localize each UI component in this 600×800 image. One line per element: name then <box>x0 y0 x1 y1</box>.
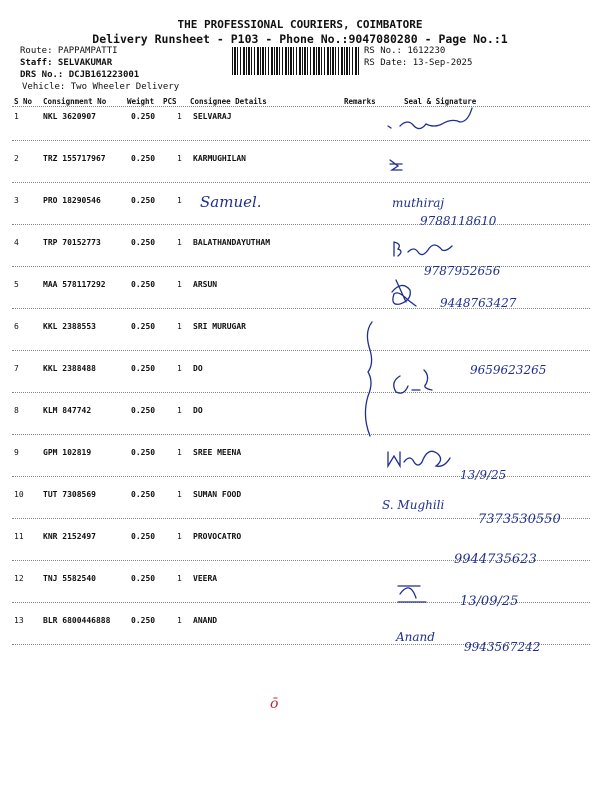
cell-sno: 6 <box>14 322 19 331</box>
cell-consignee: SELVARAJ <box>193 112 232 121</box>
cell-consignee: ARSUN <box>193 280 218 289</box>
cell-sno: 11 <box>14 532 24 541</box>
cell-pcs: 1 <box>177 196 182 205</box>
cell-consignee: KARMUGHILAN <box>193 154 246 163</box>
cell-weight: 0.250 <box>131 154 156 163</box>
cell-pcs: 1 <box>177 364 182 373</box>
cell-pcs: 1 <box>177 448 182 457</box>
cell-consignment: TRZ 155717967 <box>43 154 106 163</box>
cell-weight: 0.250 <box>131 364 156 373</box>
handwritten-phone-7: 9659623265 <box>470 363 547 377</box>
handwritten-phone-5: 9448763427 <box>440 296 517 310</box>
handwritten-consignee-3: Samuel. <box>200 193 262 211</box>
staff-label: Staff: SELVAKUMAR <box>20 58 113 68</box>
signature-scrawl-5 <box>392 280 416 306</box>
col-pcs: PCS <box>163 97 177 106</box>
rs-date: RS Date: 13-Sep-2025 <box>364 58 473 68</box>
signature-scrawl-2 <box>390 160 402 170</box>
cell-weight: 0.250 <box>131 280 156 289</box>
cell-sno: 10 <box>14 490 24 499</box>
cell-sno: 1 <box>14 112 19 121</box>
handwritten-phone-13: 9943567242 <box>464 640 541 654</box>
cell-consignment: NKL 3620907 <box>43 112 96 121</box>
signature-scrawl-7 <box>394 370 432 393</box>
cell-pcs: 1 <box>177 574 182 583</box>
cell-consignment: TUT 7308569 <box>43 490 96 499</box>
handwritten-name-3: muthiraj <box>392 196 445 210</box>
signature-scrawl-9 <box>388 451 450 466</box>
cell-consignment: TNJ 5582540 <box>43 574 96 583</box>
cell-consignee: SUMAN FOOD <box>193 490 242 499</box>
rs-number: RS No.: 1612230 <box>364 46 446 56</box>
cell-consignee: DO <box>193 364 203 373</box>
signature-scrawl-1 <box>388 108 472 129</box>
route-label: Route: PAPPAMPATTI <box>20 46 118 56</box>
signature-scrawl-4 <box>394 242 452 256</box>
cell-sno: 7 <box>14 364 19 373</box>
handwritten-date-12: 13/09/25 <box>460 594 519 609</box>
signature-bracket <box>365 322 372 436</box>
cell-consignment: TRP 70152773 <box>43 238 101 247</box>
cell-consignment: GPM 102819 <box>43 448 92 457</box>
cell-pcs: 1 <box>177 322 182 331</box>
cell-consignment: PRO 18290546 <box>43 196 101 205</box>
cell-weight: 0.250 <box>131 616 156 625</box>
cell-consignment: KKL 2388488 <box>43 364 96 373</box>
cell-consignment: KKL 2388553 <box>43 322 96 331</box>
cell-sno: 12 <box>14 574 24 583</box>
cell-consignee: BALATHANDAYUTHAM <box>193 238 271 247</box>
cell-sno: 8 <box>14 406 19 415</box>
cell-pcs: 1 <box>177 154 182 163</box>
col-weight: Weight <box>127 97 155 106</box>
cell-sno: 3 <box>14 196 19 205</box>
cell-weight: 0.250 <box>131 448 156 457</box>
handwritten-phone-4: 9787952656 <box>424 264 501 278</box>
footer-mark: ō <box>270 696 279 712</box>
cell-sno: 13 <box>14 616 24 625</box>
col-sno: S No <box>14 97 33 106</box>
company-title: THE PROFESSIONAL COURIERS, COIMBATORE <box>177 18 423 31</box>
drs-label: DRS No.: DCJB161223001 <box>20 70 140 80</box>
handwritten-phone-3: 9788118610 <box>420 214 497 228</box>
cell-weight: 0.250 <box>131 532 156 541</box>
cell-weight: 0.250 <box>131 112 156 121</box>
cell-pcs: 1 <box>177 532 182 541</box>
col-seal: Seal & Signature <box>404 97 477 106</box>
col-consignment: Consignment No <box>43 97 107 106</box>
cell-weight: 0.250 <box>131 196 156 205</box>
cell-weight: 0.250 <box>131 238 156 247</box>
cell-consignment: BLR 6800446888 <box>43 616 111 625</box>
cell-pcs: 1 <box>177 616 182 625</box>
runsheet-subtitle: Delivery Runsheet - P103 - Phone No.:9047080280 - Page No.:1 <box>92 32 508 46</box>
cell-sno: 2 <box>14 154 19 163</box>
cell-pcs: 1 <box>177 406 182 415</box>
cell-pcs: 1 <box>177 112 182 121</box>
cell-weight: 0.250 <box>131 322 156 331</box>
handwritten-name-13: Anand <box>396 630 435 644</box>
cell-consignee: VEERA <box>193 574 218 583</box>
cell-sno: 4 <box>14 238 19 247</box>
cell-pcs: 1 <box>177 490 182 499</box>
cell-consignment: KNR 2152497 <box>43 532 96 541</box>
cell-pcs: 1 <box>177 238 182 247</box>
cell-weight: 0.250 <box>131 574 156 583</box>
cell-consignee: PROVOCATRO <box>193 532 242 541</box>
handwritten-phone-10: 7373530550 <box>478 512 561 527</box>
signature-scrawl-12 <box>398 586 426 602</box>
vehicle-label: Vehicle: Two Wheeler Delivery <box>22 82 180 92</box>
cell-pcs: 1 <box>177 280 182 289</box>
cell-consignment: MAA 578117292 <box>43 280 106 289</box>
cell-consignee: ANAND <box>193 616 218 625</box>
cell-consignment: KLM 847742 <box>43 406 92 415</box>
cell-consignee: SREE MEENA <box>193 448 242 457</box>
handwritten-date-9: 13/9/25 <box>460 468 507 482</box>
handwritten-phone-11: 9944735623 <box>454 552 537 567</box>
cell-consignee: DO <box>193 406 203 415</box>
handwritten-name-10: S. Mughili <box>382 498 445 512</box>
cell-weight: 0.250 <box>131 406 156 415</box>
cell-sno: 9 <box>14 448 19 457</box>
cell-sno: 5 <box>14 280 19 289</box>
col-consignee: Consignee Details <box>190 97 267 106</box>
cell-weight: 0.250 <box>131 490 156 499</box>
col-remarks: Remarks <box>344 97 376 106</box>
cell-consignee: SRI MURUGAR <box>193 322 246 331</box>
